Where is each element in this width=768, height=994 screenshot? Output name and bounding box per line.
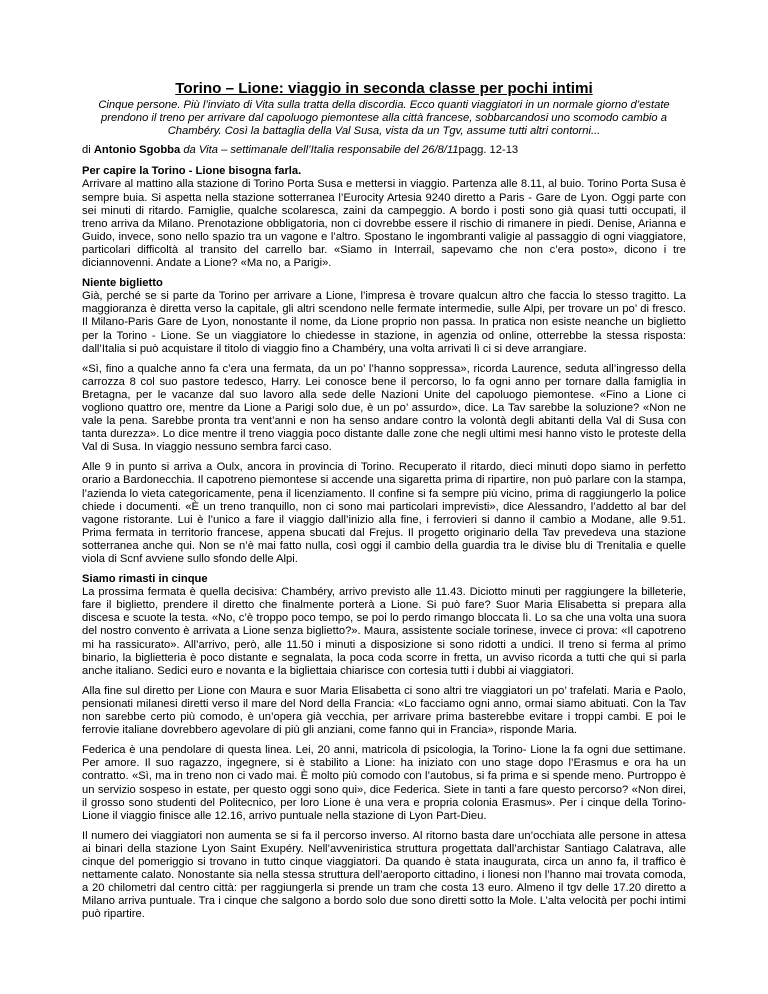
- paragraph: Alle 9 in punto si arriva a Oulx, ancora in provincia di Torino. Recuperato il ritardo, dieci minuti dopo siamo in perfetto orario a Bardonecchia. Il capotreno piemontese si accende una sigaretta prima di ripartire, non può parlare con la stampa, l’azienda lo vieta categoricamente, pena il licenziamento. Il confine si fa sempre più vicino, prima di raggiungerlo la police chiede i documenti. «È un treno tranquillo, non ci sono mai particolari imprevisti», dice Alessandro, l’addetto al bar del vagone ristorante. Lui è l’unico a fare il viaggio dall’inizio alla fine, i ferrovieri si danno il cambio a Modane, alle 9.51. Prima fermata in territorio francese, appena sbucati dal Frejus. Il progetto originario della Tav prevedeva una stazione sotterranea anche qui. Non se n’è mai fatto nulla, così oggi il cambio della guardia tra le divise blu di Trenitalia e quelle viola di Scnf avviene sullo sfondo delle Alpi.: [82, 461, 686, 565]
- byline-pages: pagg. 12-13: [458, 144, 519, 157]
- paragraph: Già, perché se si parte da Torino per arrivare a Lione, l’impresa è trovare qualcun altro che faccia lo stesso tragitto. La maggioranza è diretta verso la capitale, gli altri scendono nelle fermate intermedie, sulle Alpi, per trovare un po’ di fresco. Il Milano-Paris Gare de Lyon, nonostante il nome, da Lione proprio non passa. In pratica non esiste neanche un biglietto per la Torino - Lione. Se un viaggiatore lo chiedesse in stazione, in agenzia od online, otterrebbe la stessa risposta: dall’Italia si può acquistare il titolo di viaggio fino a Chambéry, una volta arrivati lì ci si deve arrangiare.: [82, 290, 686, 355]
- article-lead: Cinque persone. Più l’inviato di Vita sulla tratta della discordia. Ecco quanti viaggiatori in un normale giorno d’estate prendono il treno per arrivare dal capoluogo piemontese alla città francese, sobbarcandosi uno scomodo cambio a Chambéry. Così la battaglia della Val Susa, vista da un Tgv, assume tutti altri contorni...: [98, 99, 670, 138]
- article-title: Torino – Lione: viaggio in seconda classe per pochi intimi: [175, 80, 593, 97]
- paragraph: Il numero dei viaggiatori non aumenta se si fa il percorso inverso. Al ritorno basta dare un’occhiata alle persone in attesa ai binari della stazione Lyon Saint Exupéry. Nell’avveniristica struttura progettata dall’archistar Santiago Calatrava, alle cinque del pomeriggio si trovano in tutto cinque viaggiatori. Da quando è stata inaugurata, circa un anno fa, il traffico è nettamente calato. Nonostante sia nella stessa struttura dell’aeroporto cittadino, i lionesi non l’hanno mai trovata comoda, a 20 chilometri dal centro città: per raggiungerla si prende un tram che costa 13 euro. Almeno il tgv delle 17.20 diretto a Milano arriva puntuale. Tra i cinque che salgono a bordo solo due sono diretti sotto la Mole. L’alta velocità per pochi intimi può ripartire.: [82, 829, 686, 921]
- paragraph: Federica è una pendolare di questa linea. Lei, 20 anni, matricola di psicologia, la Torino- Lione la fa ogni due settimane. Per amore. Il suo ragazzo, ingegnere, si è stabilito a Lione: ha iniziato con uno stage dopo l’Erasmus e ora ha un contratto. «Sì, ma in treno non ci vado mai. È molto più comodo con l’autobus, si fa prima e si spende meno. Purtroppo è un servizio sospeso in estate, per questo oggi sono qui», dice Federica. Siete in tanti a fare questo percorso? «Non direi, il grosso sono studenti del Politecnico, per loro Lione è una vera e propria colonia Erasmus». Per i cinque della Torino-Lione il viaggio finisce alle 12.16, arrivo puntuale nella stazione di Lyon Part-Dieu.: [82, 744, 686, 822]
- paragraph: «Sì, fino a qualche anno fa c’era una fermata, da un po’ l’hanno soppressa», ricorda Laurence, seduta all’ingresso della carrozza 8 col suo pastore tedesco, Harry. Lei conosce bene il percorso, lo fa ogni anno per tornare dalla famiglia in Bretagna, per le vacanze dal suo lavoro alla sede delle Nazioni Unite del capoluogo piemontese. «Fino a Lione ci vogliono quattro ore, mentre da Lione a Parigi solo due, è un po’ assurdo», dice. La Tav sarebbe la soluzione? «Non ne vale la pena. Sarebbe pronta tra vent’anni e non ha senso andare contro la volontà degli abitanti della Val di Susa con tanta durezza». Lo dice mentre il treno viaggia poco distante dalle zone che negli ultimi mesi hanno visto le proteste della Val di Susa. In viaggio nessuno sembra farci caso.: [82, 362, 686, 454]
- byline-source: da Vita – settimanale dell’Italia responsabile del 26/8/11: [180, 144, 459, 157]
- paragraph: Arrivare al mattino alla stazione di Torino Porta Susa e mettersi in viaggio. Partenza alle 8.11, al buio. Torino Porta Susa è sempre buia. Si aspetta nella stazione sotterranea l’Eurocity Artesia 9240 diretto a Paris - Gare de Lyon. Oggi parte con sei minuti di ritardo. Famiglie, qualche scolaresca, zaini da campeggio. A bordo i posti sono già quasi tutti occupati, il treno arriva da Milano. Prenotazione obbligatoria, non ci dovrebbe essere il rischio di rimanere in piedi. Denise, Arianna e Guido, invece, sono nello spazio tra un vagone e l’altro. Spostano le ingombranti valigie al passaggio di ogni viaggiatore, particolari difficoltà al transito del carrello bar. «Siamo in Interrail, sapevamo che non c’era posto», dicono i tre diciannovenni. Andate a Lione? «Ma no, a Parigi».: [82, 178, 686, 270]
- section-heading: Siamo rimasti in cinque: [82, 573, 208, 586]
- byline-author: Antonio Sgobba: [93, 144, 181, 157]
- section-heading: Per capire la Torino - Lione bisogna farla.: [82, 165, 302, 178]
- paragraph: Alla fine sul diretto per Lione con Maura e suor Maria Elisabetta ci sono altri tre viaggiatori un po’ trafelati. Maria e Paolo, pensionati milanesi diretti verso il mare del Nord della Francia: «Lo facciamo ogni anno, ormai siamo abituati. Con la Tav non sarebbe certo più comodo, è un’opera già vecchia, per arrivare prima basterebbe evitare i troppi cambi. E poi le ferrovie italiane dovrebbero agevolare di più gli anziani, come fanno qui in Francia», risponde Maria.: [82, 684, 686, 737]
- paragraph: La prossima fermata è quella decisiva: Chambéry, arrivo previsto alle 11.43. Diciotto minuti per raggiungere la billeterie, fare il biglietto, prendere il diretto che finalmente porterà a Lione. Si può fare? Suor Maria Elisabetta si prepara alla discesa e scuote la testa. «No, c’è troppo poco tempo, se poi lo perdo rimango bloccata lì. Lo sa che una volta una suora del nostro convento è arrivata a Lione senza biglietto?». Maura, assistente sociale torinese, invece ci prova: «Il capotreno mi ha rassicurato». All’arrivo, però, alle 11.50 i minuti a disposizione si sono ridotti a undici. Il treno si ferma al primo binario, la biglietteria è poco distante e segnalata, la poca coda scorre in fretta, un avviso ricorda a tutti che qui si parla anche italiano. Sedici euro e novanta e la bigliettaia chiarisce con cortesia tutti i dubbi ai viaggiatori.: [82, 586, 686, 677]
- byline-prefix: di: [82, 144, 94, 157]
- byline: [82, 144, 686, 157]
- section-heading: Niente biglietto: [82, 277, 163, 290]
